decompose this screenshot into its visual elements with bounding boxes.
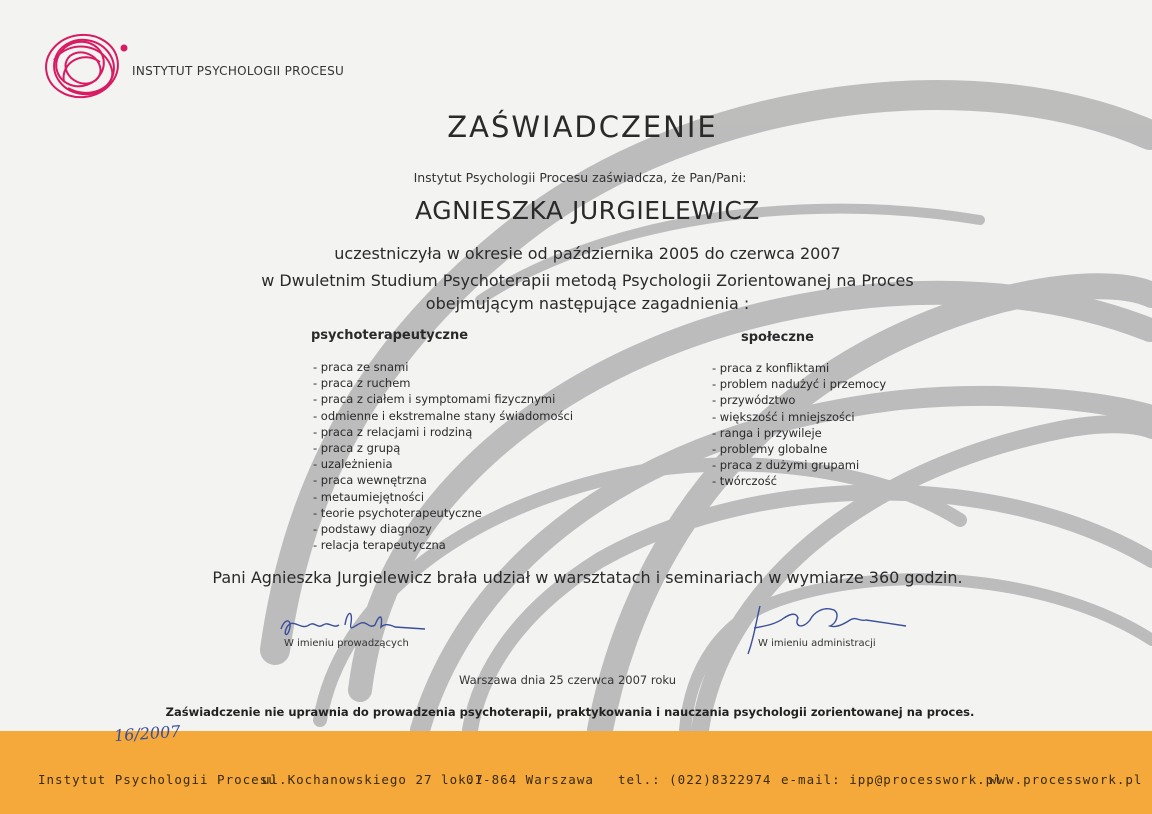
- list-item: - uzależnienia: [313, 457, 393, 472]
- list-item: - praca z konfliktami: [712, 361, 830, 375]
- org-name: INSTYTUT PSYCHOLOGII PROCESU: [132, 64, 345, 78]
- list-item: - praca z dużymi grupami: [712, 458, 860, 473]
- list-item: - większość i mniejszości: [712, 409, 855, 424]
- certificate-title: ZAŚWIADCZENIE: [447, 110, 718, 144]
- body-line: uczestniczyła w okresie od października 2005 do czerwca 2007: [334, 244, 841, 263]
- list-item: - praca wewnętrzna: [313, 473, 427, 488]
- list-item: - teorie psychoterapeutyczne: [313, 505, 482, 520]
- right-signature-label: W imieniu administracji: [758, 638, 876, 649]
- list-item: - problem nadużyć i przemocy: [712, 377, 887, 392]
- footer-postal: 01-864 Warszawa: [466, 772, 594, 787]
- list-item: - metaumiejętności: [313, 489, 425, 504]
- list-item: - ranga i przywileje: [712, 425, 822, 440]
- list-item: - praca z ciałem i symptomami fizycznymi: [313, 392, 556, 407]
- list-item: - przywództwo: [712, 393, 796, 408]
- date-line: Warszawa dnia 25 czerwca 2007 roku: [459, 673, 676, 687]
- footer-website: www.processwork.pl: [989, 772, 1143, 787]
- body-line: w Dwuletnim Studium Psychoterapii metodą Psychologii Zorientowanej na Proces: [261, 271, 914, 290]
- list-item: - problemy globalne: [712, 442, 828, 457]
- list-item: - podstawy diagnozy: [313, 522, 432, 537]
- list-item: - praca z grupą: [313, 441, 401, 456]
- footer-email: e-mail: ipp@processwork.pl: [781, 772, 1003, 787]
- right-topic-list: [712, 360, 886, 490]
- footer-org: Instytut Psychologii Procesu: [38, 772, 277, 787]
- right-column-heading: społeczne: [741, 330, 814, 345]
- list-item: - praca ze snami: [313, 360, 409, 374]
- body-line: obejmującym następujące zagadnienia :: [425, 294, 750, 313]
- list-item: - twórczość: [712, 474, 777, 489]
- intro-text: Instytut Psychologii Procesu zaświadcza, że Pan/Pani:: [413, 170, 747, 185]
- list-item: - odmienne i ekstremalne stany świadomości: [313, 408, 574, 423]
- left-column-heading: psychoterapeutyczne: [311, 328, 469, 343]
- footer-band: [0, 731, 1152, 814]
- footer-address: ul.Kochanowskiego 27 lok.7: [262, 772, 484, 787]
- list-item: - praca z relacjami i rodziną: [313, 424, 473, 439]
- right-signature-icon: [740, 598, 910, 658]
- disclaimer: Zaświadczenie nie uprawnia do prowadzenia psychoterapii, praktykowania i nauczania psychologii zorientowanej na proces.: [165, 705, 975, 719]
- footer-phone: tel.: (022)8322974: [618, 772, 772, 787]
- recipient-name: AGNIESZKA JURGIELEWICZ: [415, 196, 760, 225]
- scribble-circle-logo-icon: [40, 26, 135, 106]
- list-item: - praca z ruchem: [313, 376, 411, 391]
- registry-number: 16/2007: [113, 721, 182, 746]
- left-topic-list: [313, 359, 573, 553]
- hours-statement: Pani Agnieszka Jurgielewicz brała udział w warsztatach i seminariach w wymiarze 360 godzin.: [212, 568, 963, 587]
- list-item: - relacja terapeutyczna: [313, 538, 446, 553]
- left-signature-label: W imieniu prowadzących: [284, 638, 409, 649]
